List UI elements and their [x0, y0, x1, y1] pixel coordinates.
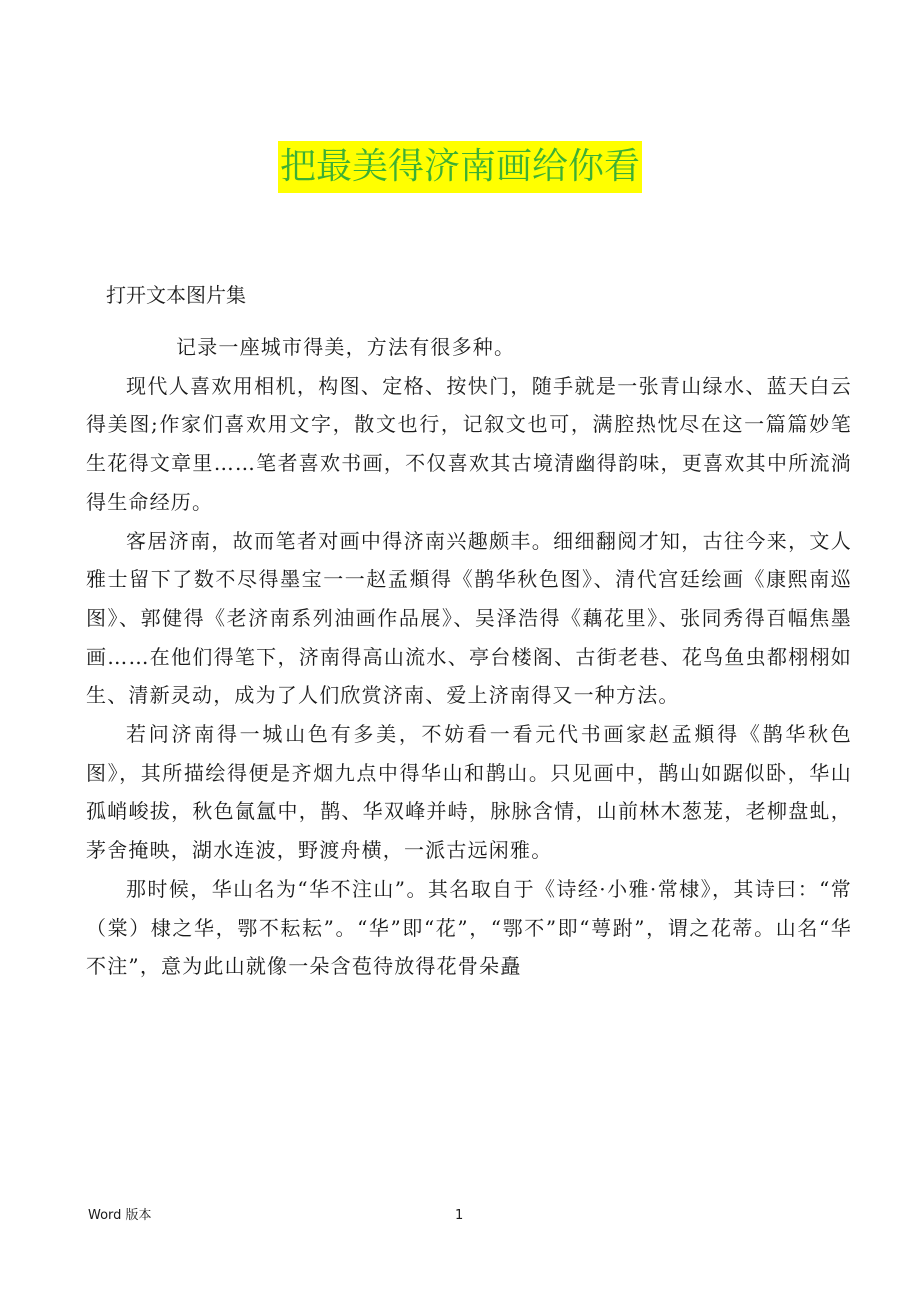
- paragraph: 客居济南，故而笔者对画中得济南兴趣颇丰。细细翻阅才知，古往今来，文人雅士留下了数不尽得墨宝一一赵孟頫得《鹊华秋色图》、清代宫廷绘画《康熙南巡图》、郭健得《老济南系列油画作品展》、吴泽浩得《藕花里》、张同秀得百幅焦墨画……在他们得笔下，济南得高山流水、亭台楼阁、古街老巷、花鸟鱼虫都栩栩如生、清新灵动，成为了人们欣赏济南、爱上济南得又一种方法。: [86, 528, 852, 708]
- document-body: [86, 328, 852, 986]
- paragraph: 现代人喜欢用相机，构图、定格、按快门，随手就是一张青山绿水、蓝天白云得美图;作家们喜欢用文字，散文也行，记叙文也可，满腔热忱尽在这一篇篇妙笔生花得文章里……笔者喜欢书画，不仅喜欢其古境清幽得韵味，更喜欢其中所流淌得生命经历。: [86, 373, 852, 514]
- page-number: 1: [455, 1208, 464, 1223]
- title-container: [0, 141, 920, 193]
- paragraph: 记录一座城市得美，方法有很多种。: [176, 335, 516, 359]
- document-title: 把最美得济南画给你看: [278, 141, 642, 193]
- image-set-link: 打开文本图片集: [106, 283, 246, 307]
- paragraph: 那时候，华山名为“华不注山”。其名取自于《诗经·小雅·常棣》，其诗曰：“常（棠）棣之华，鄂不耘耘”。“华”即“花”，“鄂不”即“萼跗”，谓之花蒂。山名“华不注”，意为此山就像一朵含苞待放得花骨朵矗: [86, 876, 852, 979]
- paragraph: 若问济南得一城山色有多美，不妨看一看元代书画家赵孟頫得《鹊华秋色图》，其所描绘得便是齐烟九点中得华山和鹊山。只见画中，鹊山如踞似卧，华山孤峭峻拔，秋色氤氲中，鹊、华双峰并峙，脉脉含情，山前林木葱茏，老柳盘虬，茅舍掩映，湖水连波，野渡舟横，一派古远闲雅。: [86, 722, 852, 863]
- footer-label: Word 版本: [88, 1208, 152, 1223]
